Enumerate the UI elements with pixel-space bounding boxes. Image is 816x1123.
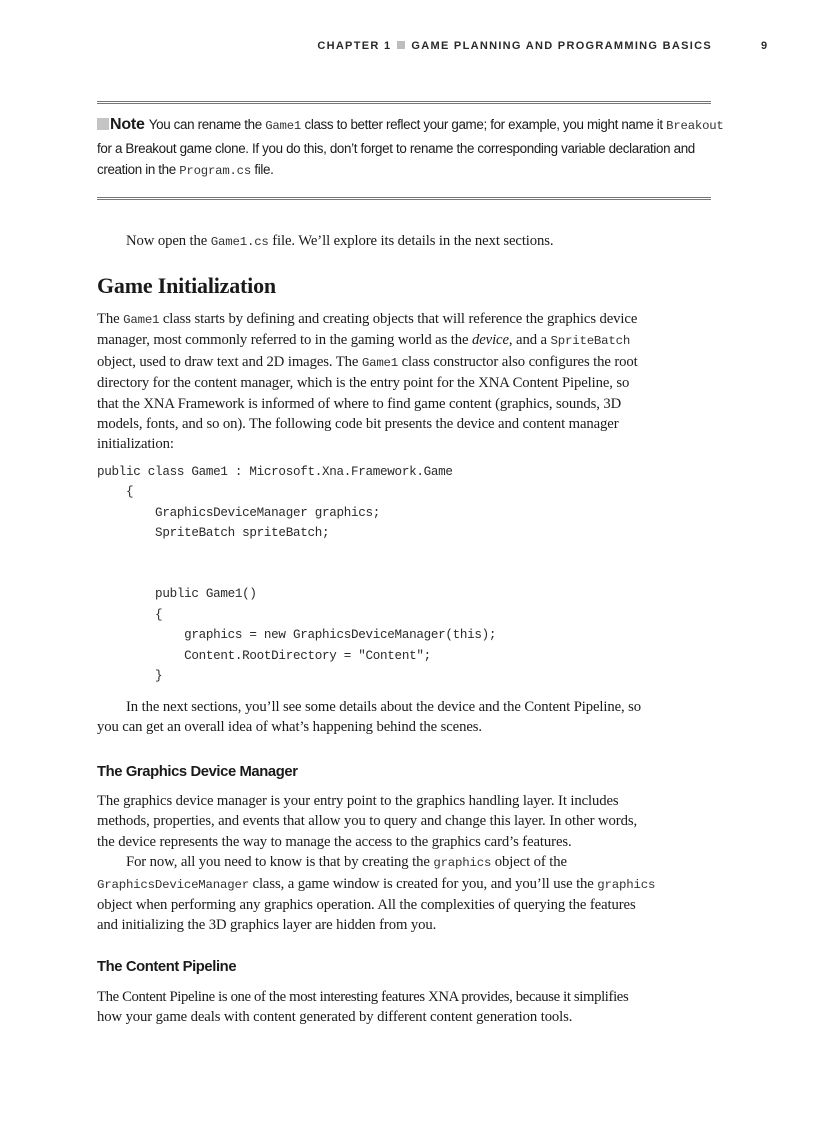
header-title [317,40,712,52]
code-line: Content.RootDirectory = "Content"; [97,648,431,663]
code-line: { [97,607,163,622]
code-line: } [97,668,163,683]
code-line: SpriteBatch spriteBatch; [97,526,330,541]
note-box [97,114,724,183]
section-heading-graphics-device-manager: The Graphics Device Manager [97,764,298,780]
section-heading-game-initialization: Game Initialization [97,273,276,298]
running-header [0,38,816,56]
note-line-1: Note You can rename the Game1 class to better reflect your game; for example, you might name it Breakout [97,114,711,138]
note-square-icon [97,118,109,130]
code-line: graphics = new GraphicsDeviceManager(this); [97,628,497,643]
after-code-paragraph: In the next sections, you’ll see some details about the device and the Content Pipeline, so you can get an overall idea of what’s happening behind the scenes. [97,699,642,736]
code-line: public class Game1 : Microsoft.Xna.Framework.Game [97,465,453,479]
note-line-3: creation in the Program.cs file. [97,162,274,178]
page-number: 9 [761,40,768,52]
note-top-rule [97,101,711,104]
code-line: public Game1() [97,587,257,602]
header-chapter: CHAPTER 1 [317,40,392,52]
section2-paragraph: The graphics device manager is your entry point to the graphics handling layer. It includes methods, properties, and events that allow you to query and change this layer. In other words, the device represents the way to manage the access to the graphics card’s features. For now, all you need to know is that by creating the graphics object of the GraphicsDeviceManager class, a game window is created for you, and you’ll use the graphics object when performing any graphics operation. All the complexities of querying the features and initializing the 3D graphics layer are hidden from you. [97,793,656,934]
square-bullet-icon [397,41,405,49]
code-block [97,462,496,686]
section3-paragraph: The Content Pipeline is one of the most interesting features XNA provides, because it simplifies how your game deals with content generated by different content generation tools. [97,989,629,1026]
code-line: GraphicsDeviceManager graphics; [97,505,381,520]
section1-paragraph: The Game1 class starts by defining and creating objects that will reference the graphics device manager, most commonly referred to in the gaming world as the device, and a SpriteBatch object, used to draw text and 2D images. The Game1 class constructor also configures the root directory for the content manager, which is the entry point for the XNA Content Pipeline, so that the XNA Framework is informed of where to find game content (graphics, sounds, 3D models, fonts, and so on). The following code bit presents the device and content manager initialization: [97,311,638,453]
header-chapter-title: GAME PLANNING AND PROGRAMMING BASICS [411,40,712,52]
code-line [97,564,496,584]
section-heading-content-pipeline: The Content Pipeline [97,959,237,975]
intro-paragraph: Now open the Game1.cs file. We’ll explore its details in the next sections. [126,233,554,249]
note-line-2: for a Breakout game clone. If you do this, don’t forget to rename the corresponding variable declaration and [97,140,695,156]
code-line: { [97,485,134,500]
code-line [97,544,496,564]
note-label: Note [110,116,145,133]
note-bottom-rule [97,197,711,200]
